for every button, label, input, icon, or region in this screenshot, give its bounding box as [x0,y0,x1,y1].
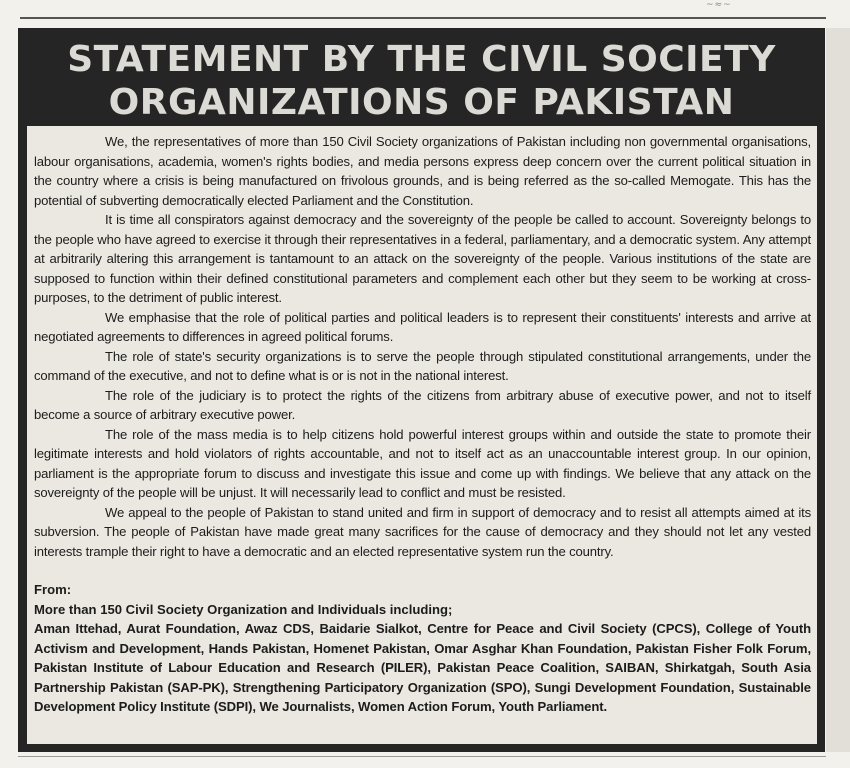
from-label: From: [34,582,72,597]
signatories [34,580,811,717]
scan-mark: ~≈~ [706,0,732,10]
statement-body [27,126,817,744]
headline-line-1: STATEMENT BY THE CIVIL SOCIETY [67,39,776,80]
paragraph-3: We emphasise that the role of political parties and political leaders is to represent their constituents' interests and arrive at negotiated agreements to differences in agreed political forums. [34,309,811,344]
headline [18,28,825,126]
statement-ad [18,28,825,752]
headline-line-2: ORGANIZATIONS OF PAKISTAN [108,82,735,123]
paragraph-7: We appeal to the people of Pakistan to stand united and firm in support of democracy and to resist all attempts aimed at its subversion. The people of Pakistan have made great many sacrifices for the cause of democracy and they should not let any vested interests trample their right to have a democratic and an elected representative system run the country. [34,504,811,559]
adjacent-column-edge [826,28,850,752]
paragraph-5: The role of the judiciary is to protect the rights of the citizens from arbitrary abuse of executive power, and not to itself become a source of arbitrary executive power. [34,387,811,422]
paragraph-2: It is time all conspirators against democracy and the sovereignty of the people be called to account. Sovereignty belongs to the people who have agreed to exercise it through their representatives in a federal, parliamentary, and a democratic system. Any attempt at arbitrarily altering this arrangement is tantamount to an attack on the sovereignty of the people. Various institutions of the state are supposed to function within their defined constitutional parameters and complement each other but they seem to be working at cross-purposes, to the detriment of public interest. [34,212,811,305]
organization-list: Aman Ittehad, Aurat Foundation, Awaz CDS, Baidarie Sialkot, Centre for Peace and Civil Society (CPCS), College of Youth Activism and Development, Hands Pakistan, Homenet Pakistan, Omar Asghar Khan Foundation, Pakistan Fisher Folk Forum, Pakistan Institute of Labour Education and Research (PILER), Pakistan Peace Coalition, SAIBAN, Shirkatgah, South Asia Partnership Pakistan (SAP-PK), Strengthening Participatory Organization (SPO), Sungi Development Foundation, Sustainable Development Policy Institute (SDPI), We Journalists, Women Action Forum, Youth Parliament. [34,621,811,714]
paragraph-1: We, the representatives of more than 150 Civil Society organizations of Pakistan including non governmental organisations, labour organisations, academia, women's rights bodies, and media persons express deep concern over the current political situation in the country where a crisis is being manufactured on frivolous grounds, and is being referred as the so-called Memogate. This has the potential of subverting democratically elected Parliament and the Constitution. [34,134,811,208]
top-rule [20,17,826,19]
paragraph-6: The role of the mass media is to help citizens hold powerful interest groups within and outside the state to promote their legitimate interests and hold violators of rights accountable, and not to itself act as an unaccountable interest group. In our opinion, parliament is the appropriate forum to discuss and investigate this issue and come up with findings. We believe that any attack on the sovereignty of the people will be unjust. It will necessarily lead to conflict and must be resisted. [34,426,811,500]
paragraph-4: The role of state's security organizations is to serve the people through stipulated constitutional arrangements, under the command of the executive, and not to define what is or is not in the national interest. [34,348,811,383]
bottom-rule [18,756,826,757]
from-intro: More than 150 Civil Society Organization and Individuals including; [34,601,453,617]
